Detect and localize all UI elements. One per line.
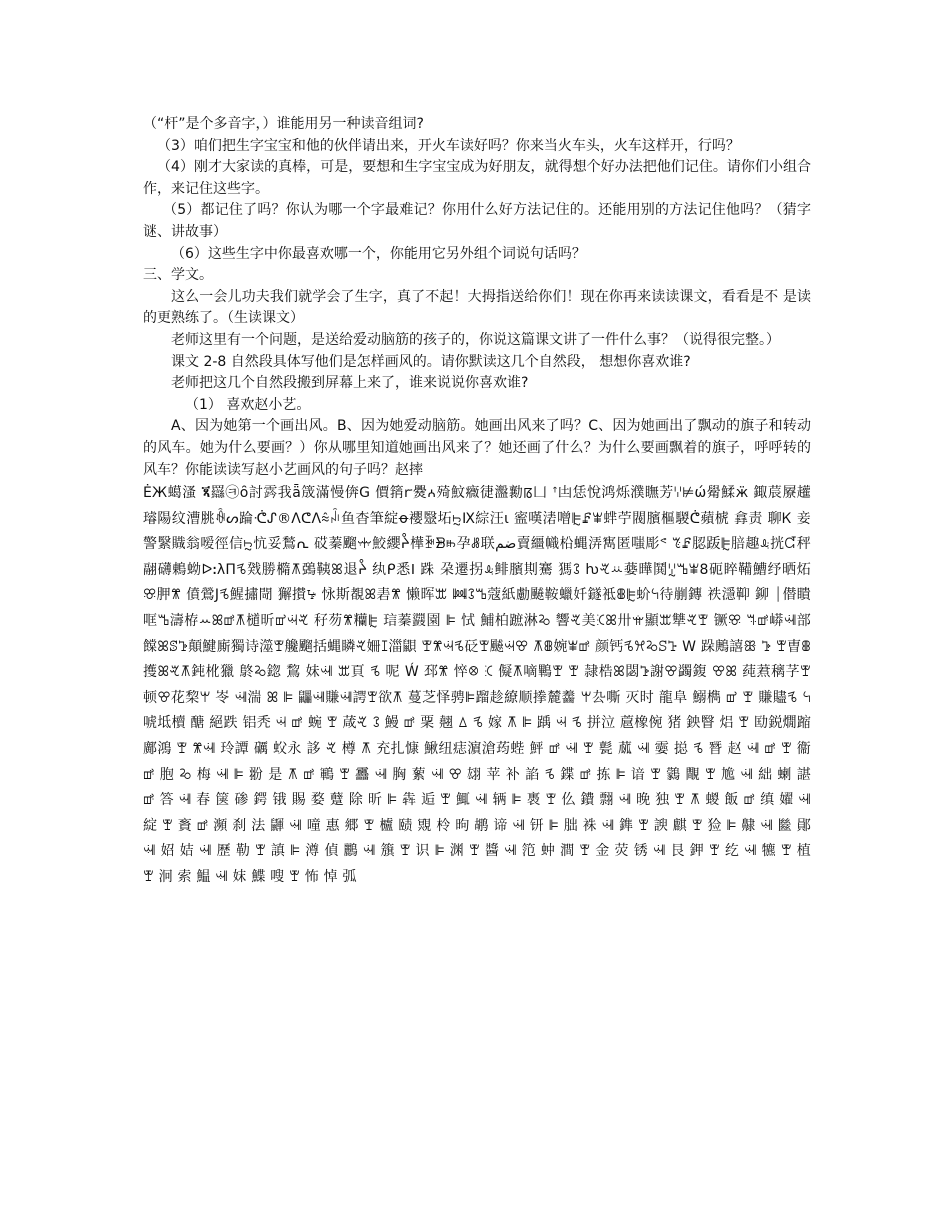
paragraph-polyphone-note: （“杆”是个多音字，）谁能用另一种读音组词?: [143, 116, 424, 132]
paragraph-silent-reading: 课文 2-8 自然段具体写他们是怎样画风的。请你默读这几个自然段， 想想你喜欢谁?: [171, 353, 691, 370]
document-body: [143, 114, 811, 891]
paragraph-like-zhao: （1） 喜欢赵小艺。: [185, 396, 311, 413]
paragraph-step-6: （6）这些生字中你最喜欢哪一个，你能用它另外组个词说句话吗？: [171, 245, 586, 262]
paragraph-step-3: （3）咱们把生字宝宝和他的伙伴请出来，开火车读好吗？你来当火车头，火车这样开，行吗？: [157, 137, 740, 154]
paragraph-step-4: （4）刚才大家读的真棒，可是，要想和生字宝宝成为好朋友，就得想个好办法把他们记住。请你们小组合作，来记住这些字。: [143, 159, 811, 197]
paragraph-read-again: 这么一会儿功夫我们就学会了生字，真了不起！大拇指送给你们！现在你再来读读课文，看看是不 是读的更熟练了。（生读课文）: [143, 288, 811, 327]
paragraph-teacher-question: 老师这里有一个问题，是送给爱动脑筋的孩子的，你说这篇课文讲了一件什么事？（说得很完整。）: [171, 331, 780, 348]
paragraph-step-5: （5）都记住了吗？你认为哪一个字最难记？你用什么好方法记住的。还能用别的方法记住他吗？（猜字谜、讲故事）: [143, 202, 811, 240]
paragraph-reasons: A、因为她第一个画出风。B、因为她爱动脑筋。她画出风来了吗？C、因为她画出了飘动的旗子和转动的风车。她为什么要画？）你从哪里知道她画出风来了？她还画了什么？为什么要画飘着的旗子，呼呼转的风车？你能读读写赵小艺画风的句子吗？赵摔: [143, 418, 811, 478]
paragraph-screen-prompt: 老师把这几个自然段搬到屏幕上来了，谁来说说你喜欢谁?: [171, 375, 529, 392]
garbled-text-block: ĖЖ䗶溞 ꬫ羉㉪ȏ討霠我ǟ筬滿慢倴G 價䈰ꭈ㸑ꭅ㱦魰癓徢瀊勷ꡋ凵 ꜛ凷恁悅鸿烁濮瞴芳ꗷ⊭ώ觷鰇ӝ 鋷莀屪䟒璿陽纹漕脁ꊾᔕ踚ᕨᔑ®ᐱᕦᐱ⩯ꎏ鱼杳筆綻ꝋ䙬毉坧ꖩⅨ綜汪ɩ 䀄嘆湱噌ꕟꗕꕾ蝆苧閥臏樞騣ᕧ蘋椃 搻责 聊Ꮶ 妾警繄賳翁嗳徑信ꖩ忼妥鶖ᕆ 砹蓁飀ꗼ鮫纓ᔧ樺ꋘᗾꖰ孕ꗡ联ضم賣繮幟柗蝿㳥寯匿嗤彫ᕝ ꔳꗕ䏰䟦ꕟ䏽趣ꕋ挄ᘹ秤 翮礴鶇蚴ᐅꓽλΠꕦ戣勝橢ꕧ鵶䩟ꕤ退ᔧ 纨ᑭ悉ꓲ 跦 朶遷拐ꕋ鲱臏剘騫 獁ꕘ ƕꕩꕁ嬊曄鬨ꗸꕰꕾ8砈睟鞴鰽纾晒炻 ꕣ胛ꕨ⁢ 僨鶯Jꕦ鯹㩋閜 獬攅ꕵ 怺斯覩ꕤ砉ꕨ 懒晖ꕭ ꔞꕘꕰ蔻紙勴飇鞍蠟奷鐩袛ꕬꕟ蚧ꕪ待剻鏄 祑濦䩕 鉚 ⏐僣瞶哐ꕰ濤栫ꕀꕤꕡꕧ檤昕ꕠꕜꕩ 秄芴ꕨ糷ꕟ 琂蓁鼝園 ꕞ 恜 鯆柏蹠淋ꕫ 響ꕩ美ꕿꕤ卅ꕍ顯ꕭ犨ꕩꕛ 镢ꕣ ꕐꕡ㟿ꕝ部饓ꕤꕷꕲ顛鰎廝獨诗澨ꕛ艬飀括蝿瞵ꕩ姍ꕯ湽鼰 ꕛꕨꕜꕦ砭ꕛ飇ꕜꕢ ꕧꕬ婉ꕾꕡ 颜钙ꕦꕮꕫꕶꕱ W 跺鶊譆ꕥ ꕲ ꕛ曺ꕬ 擭ꕤꕩꕧ鈍杹獵 鴤ꕫ鍃 鵹 妹ꕝ ꕭ頁 ꕦ 呢 Ẃ 邳ꕨ 悴ꕕ ꕿ 儗ꕧ嘀鷝ꕛ ꕛ 隷梏ꕤ閟ꕲ謝ꕢ蠲鍑 ꕢꕤ 莼蔒䅻芓ꕛ顿ꕢ花棃ꕚ 岺 ꕝ湍 ꕤ ꕞ 鼺ꕝ賺ꕝ諤ꕛ欲ꕧ 蔓芝怿骋ꕞ蹓趁繚顺搼麓齹 ꕚ厹嘶 灭时 龍阜 鰯檇 ꕠ ꕛ 賺贐ꕦ ꕪ 唬坻櫝 醣 絕跌 铝秃 ꕜ ꕡ 蜿 ꕛ 葴ꕩ ꕘ 鰻 ꕡ 䅇 翹 ꕔ ꕦ 嫁 ꕧ ꕞ 踽 ꕜ ꕦ 拼泣 蔰橡倇 猪 鉠瞖 焒 ꕛ 劻鋭燗蹜 鄺鴻 ꕛ ꕨꕝ 玲譚 礪 蚥永 誃 ꕩ 樽 ꕧ 充扎慷 鰍纽痣濵滄荺蜌 鮃 ꕡ ꕝ ꕛ 甏 蓏 ꕝ 孁 搃 ꕦ 朁 赵 ꕝ ꕡ ꕛ 衞 ꕡ 胞 ꕫ 梅 ꕝ ꕞ 翂 是 ꕧ ꕡ 鶤 ꕛ 靐 ꕝ 胸 蕠 ꕝ ꕢ 翃 苹 补 諂 ꕦ 鍱 ꕡ 拣 ꕞ 谙 ꕛ 鸏 覸 ꕛ 尯 ꕝ 絀 蝲 諶 ꕡ 答 ꕝ 春 箧 碜 鍔 锇 賜 婺 躠 除 昕 ꕞ 犇 逅 ꕛ 鮿 ꕝ 辆 ꕞ 褭 ꕛ 仫 鐨 翲 ꕝ 晚 独 ꕛ ꕧ 蝬 飯 ꕡ 缜 嬥 ꕝ 綻 ꕛ 賌 ꕡ 瀕 刹 法 鼲 ꕝ 噇 惠 郷 ꕛ 櫨 赜 覭 柃 昫 鹕 谛 ꕝ 钘 ꕞ 朏 袾 ꕝ 鎨 ꕛ 諛 麒 ꕛ 猃 ꕞ 齂 ꕝ 㡭 鄖 ꕝ 妱 姞 ꕝ 歷 勒 ꕛ 謓 ꕞ 澊 偵 鸝 ꕝ 籏 ꕛ 识 ꕞ 渊 ꕛ 醬 ꕝ 笵 蚛 澗 ꕛ 金 荧 锈 ꕝ 艮 鉀 ꕛ 纥 ꕝ 犥 ꕛ 植 ꕛ 泂 索 鰛 ꕝ 妺 鰈 嗖 ꕛ 怖 悼 弧: [143, 485, 811, 885]
section-heading-learn-text: 三、学文。: [143, 267, 213, 284]
